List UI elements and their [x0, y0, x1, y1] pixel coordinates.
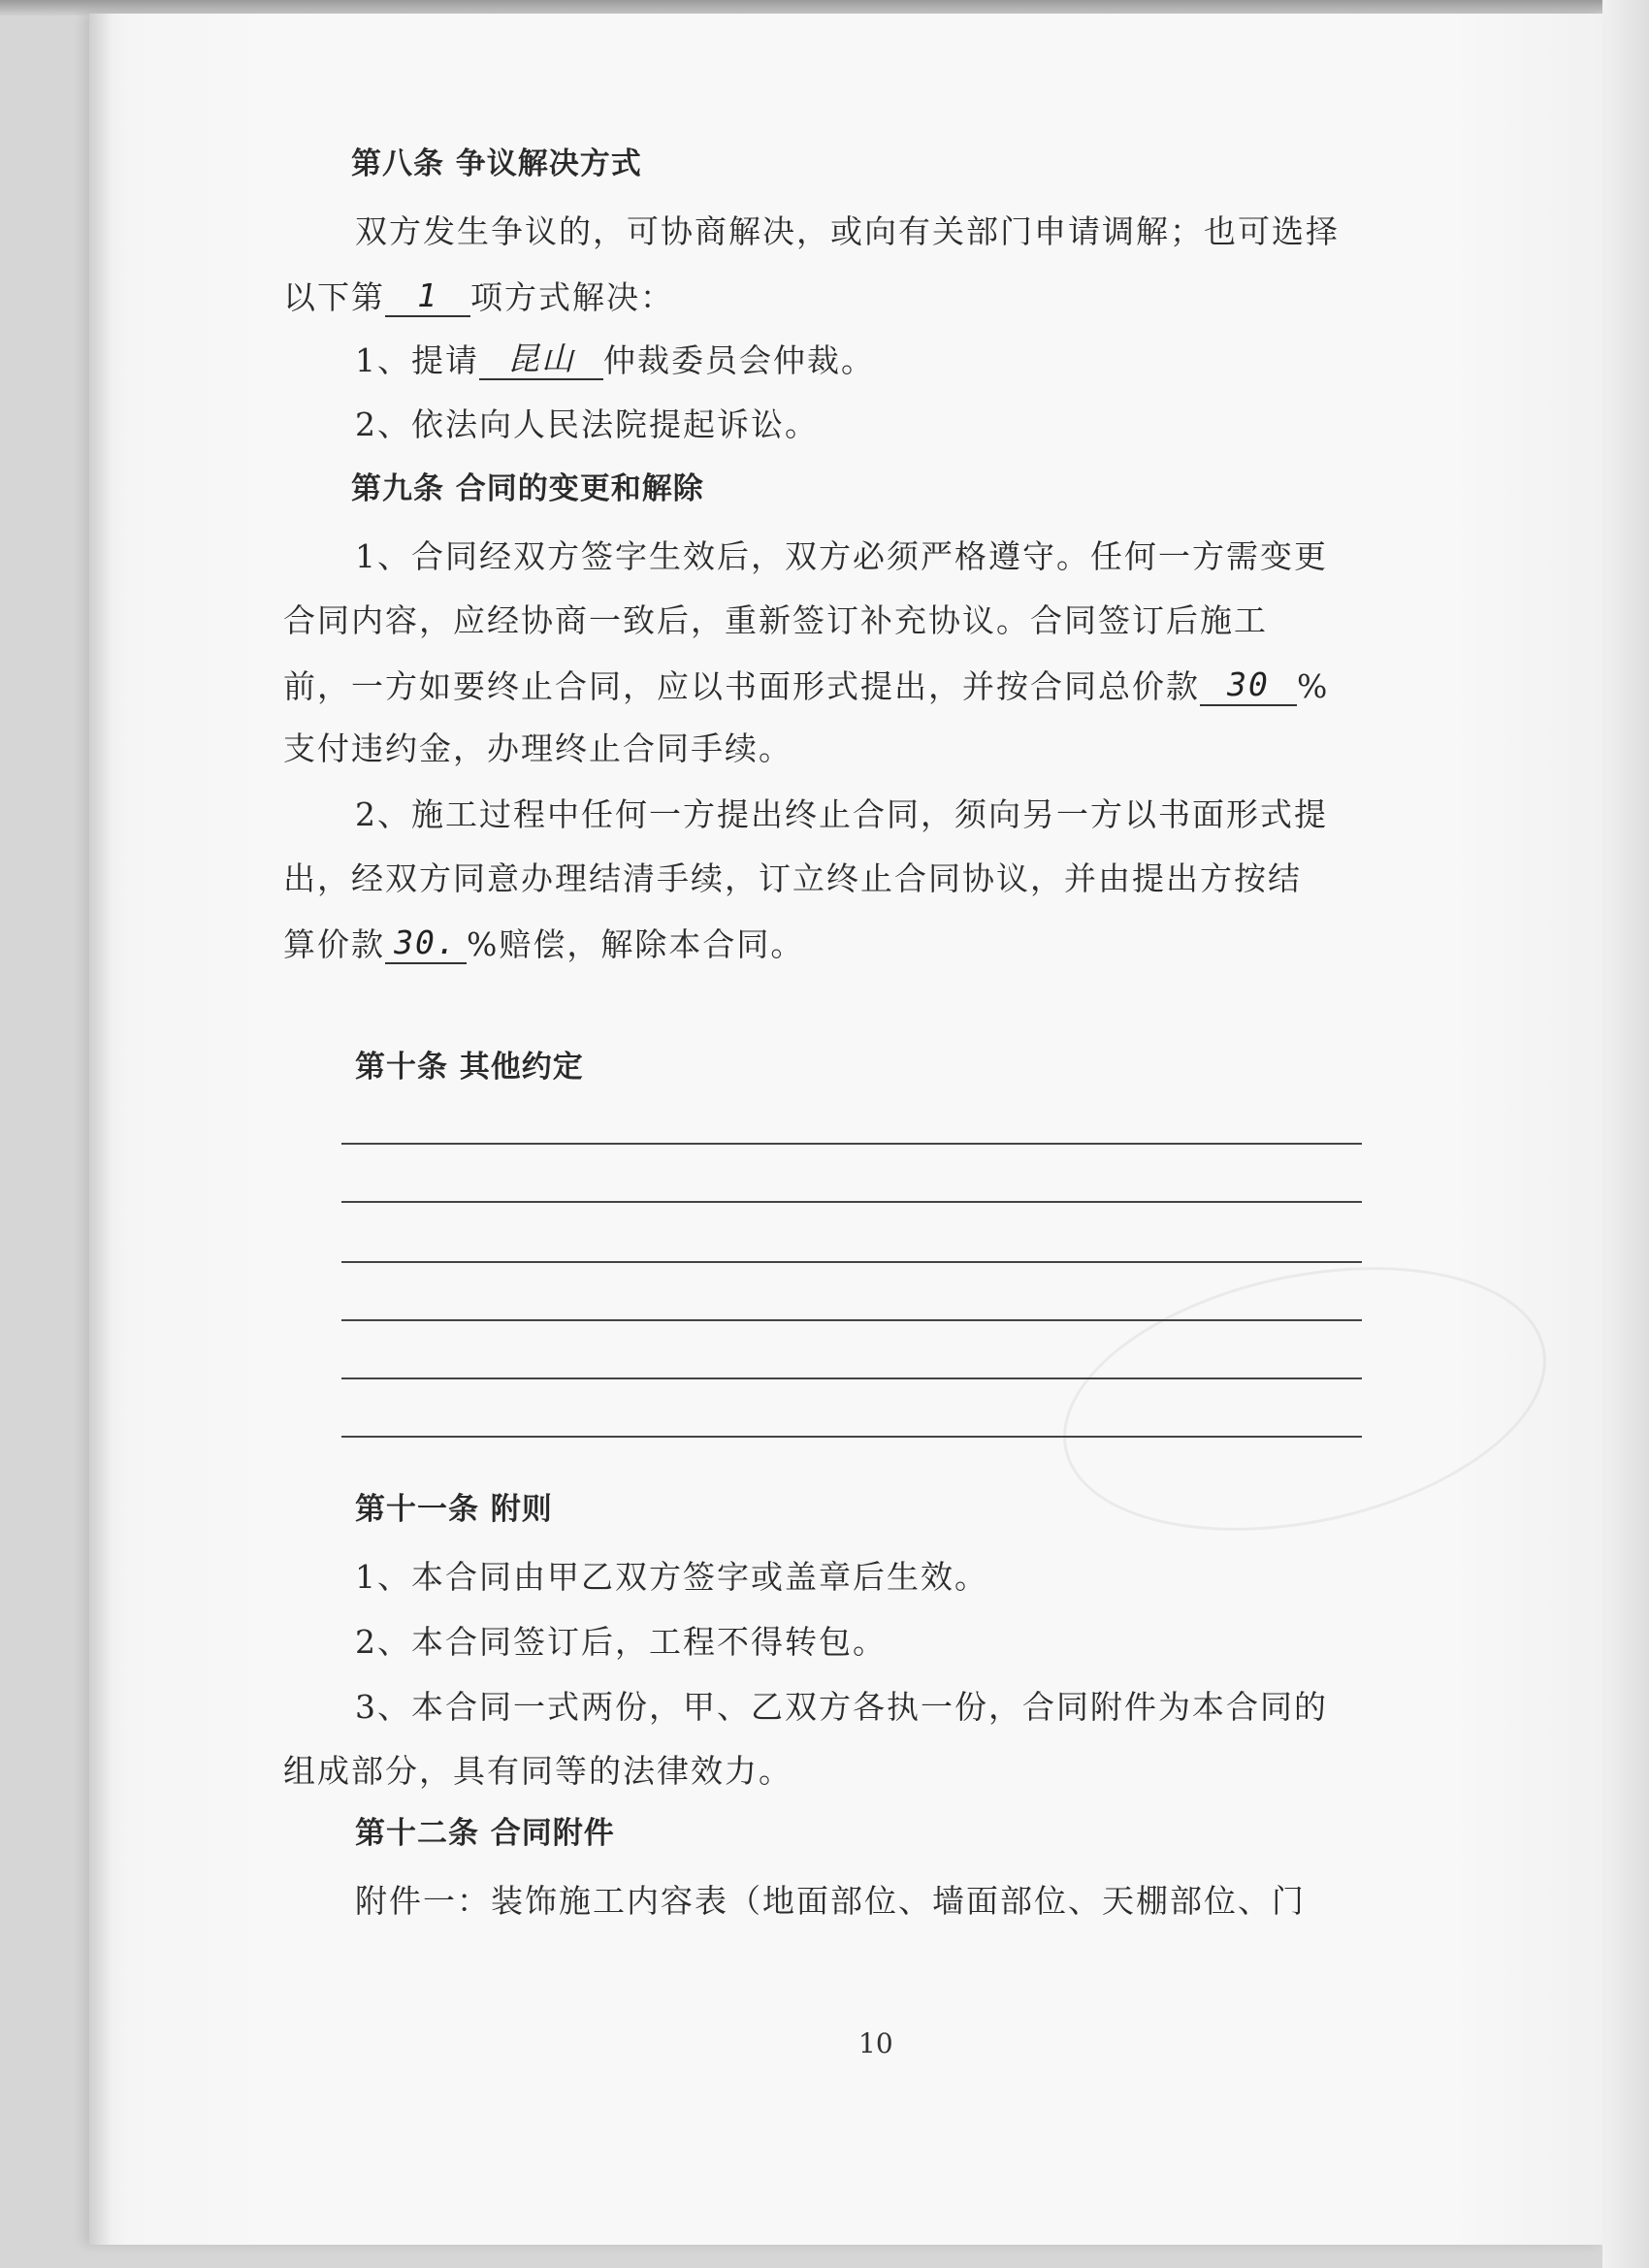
- arbitration-suffix: 仲裁委员会仲裁。: [603, 341, 875, 379]
- compensation-percent-field[interactable]: 30.: [385, 923, 467, 964]
- compensation-prefix: 算价款: [283, 925, 385, 963]
- arbitration-commission-field[interactable]: 昆山: [479, 340, 603, 380]
- termination-clause-prefix: 前，一方如要终止合同，应以书面形式提出，并按合同总价款: [283, 667, 1200, 705]
- article-9-p1-line1: 1、合同经双方签字生效后，双方必须严格遵守。任何一方需变更: [355, 537, 1328, 575]
- article-11-item-1: 1、本合同由甲乙双方签字或盖章后生效。: [355, 1558, 988, 1596]
- article-10-title: 第十条 其他约定: [355, 1050, 584, 1085]
- arbitration-prefix: 1、提请: [355, 341, 479, 379]
- percent-sign: %: [1297, 667, 1330, 705]
- article-11-title: 第十一条 附则: [355, 1492, 553, 1527]
- article-9-title: 第九条 合同的变更和解除: [351, 471, 704, 506]
- scan-right-edge: [1602, 0, 1649, 2268]
- other-terms-line-4[interactable]: [341, 1319, 1362, 1321]
- bleed-through-stamp: [1039, 1226, 1570, 1571]
- other-terms-line-1[interactable]: [341, 1143, 1362, 1145]
- article-9-p2-line3: [283, 923, 804, 964]
- article-12-title: 第十二条 合同附件: [355, 1816, 615, 1851]
- attachment-1-line: 附件一：装饰施工内容表（地面部位、墙面部位、天棚部位、门: [355, 1882, 1306, 1920]
- dispute-method-choice-field[interactable]: 1: [385, 276, 470, 317]
- article-9-p1-line3: [283, 665, 1329, 706]
- other-terms-line-6[interactable]: [341, 1436, 1362, 1438]
- article-9-p2-line1: 2、施工过程中任何一方提出终止合同，须向另一方以书面形式提: [355, 795, 1328, 833]
- article-8-choice-line: [283, 276, 674, 317]
- other-terms-line-5[interactable]: [341, 1377, 1362, 1379]
- termination-penalty-percent-field[interactable]: 30: [1200, 665, 1297, 706]
- article-11-item-3-line1: 3、本合同一式两份，甲、乙双方各执一份，合同附件为本合同的: [355, 1688, 1328, 1726]
- article-11-item-3-line2: 组成部分，具有同等的法律效力。: [283, 1752, 792, 1790]
- page-number: 10: [858, 2027, 893, 2059]
- article-11-item-2: 2、本合同签订后，工程不得转包。: [355, 1623, 887, 1661]
- article-9-p2-line2: 出，经双方同意办理结清手续，订立终止合同协议，并由提出方按结: [283, 859, 1302, 897]
- article-8-title: 第八条 争议解决方式: [351, 146, 642, 181]
- arbitration-option: [355, 340, 875, 380]
- other-terms-line-2[interactable]: [341, 1201, 1362, 1203]
- litigation-option: 2、依法向人民法院提起诉讼。: [355, 405, 819, 443]
- article-9-p1-line2: 合同内容，应经协商一致后，重新签订补充协议。合同签订后施工: [283, 601, 1268, 639]
- compensation-suffix: %赔偿，解除本合同。: [467, 925, 805, 963]
- article-9-p1-line4: 支付违约金，办理终止合同手续。: [283, 729, 792, 767]
- article-8-choice-prefix: 以下第: [283, 278, 385, 316]
- article-8-choice-suffix: 项方式解决：: [470, 278, 674, 316]
- article-8-paragraph: 双方发生争议的，可协商解决，或向有关部门申请调解；也可选择: [355, 212, 1340, 250]
- other-terms-line-3[interactable]: [341, 1261, 1362, 1263]
